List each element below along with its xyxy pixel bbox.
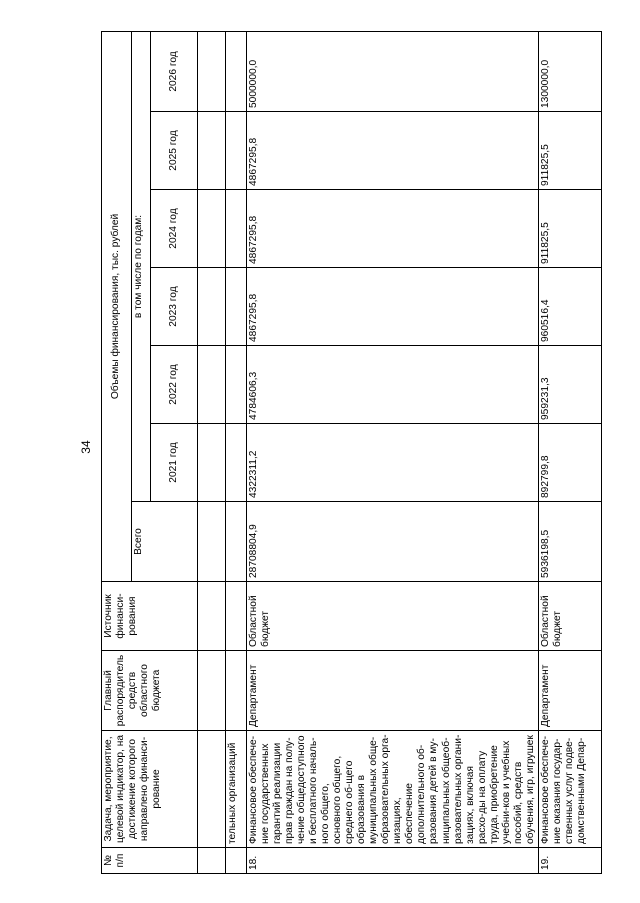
row-value-2023: 4867295,8 [247, 268, 539, 346]
rotated-table-container [101, 32, 610, 874]
row-value-2025: 911825,5 [538, 112, 601, 190]
row-num: 18. [247, 848, 539, 874]
row-source: Областной бюджет [538, 582, 601, 651]
header-task: Задача, мероприятие, целевой индикатор, на достижение которого направлено финанси-рование [102, 731, 198, 848]
row-task: Финансовое обеспече-ние оказания государ-ственных услуг подве-домственными Депар- [538, 731, 601, 848]
header-year-2024: 2024 год [151, 190, 198, 268]
header-year-2025: 2025 год [151, 112, 198, 190]
row-value-2026 [226, 31, 247, 111]
row-value-2025: 4867295,8 [247, 112, 539, 190]
row-value-2024: 4867295,8 [247, 190, 539, 268]
row-value-2023 [226, 268, 247, 346]
header-volume: Объемы финансирования, тыс. рублей [102, 31, 132, 581]
header-total: Всего [132, 502, 198, 582]
row-total: 28708804,9 [247, 502, 539, 582]
row-admin [226, 651, 247, 731]
row-value-2022 [226, 346, 247, 424]
row-value-2026: 5000000,0 [247, 31, 539, 111]
row-num: 19. [538, 848, 601, 874]
table-row [226, 31, 247, 873]
row-value-2024 [226, 190, 247, 268]
row-total: 5936198,5 [538, 502, 601, 582]
row-total [226, 502, 247, 582]
row-value-2025 [226, 112, 247, 190]
header-by-years: в том числе по годам: [132, 31, 151, 501]
row-value-2024: 911825,5 [538, 190, 601, 268]
table-row-blank [198, 31, 226, 873]
document-page [101, 0, 610, 903]
table-row [247, 31, 539, 873]
header-year-2021: 2021 год [151, 424, 198, 502]
financing-table [101, 31, 602, 874]
table-row [538, 31, 601, 873]
row-task: тельных организаций [226, 731, 247, 848]
header-admin: Главный распорядитель средств областного бюджета [102, 651, 198, 731]
row-value-2021 [226, 424, 247, 502]
header-num: № п/п [102, 848, 198, 874]
row-admin: Департамент [247, 651, 539, 731]
row-num [226, 848, 247, 874]
page-number: 34 [79, 440, 93, 454]
row-admin: Департамент [538, 651, 601, 731]
row-value-2022: 4784606,3 [247, 346, 539, 424]
row-source: Областной бюджет [247, 582, 539, 651]
row-value-2022: 959231,3 [538, 346, 601, 424]
row-source [226, 582, 247, 651]
row-value-2021: 892799,8 [538, 424, 601, 502]
header-source: Источник финанси-рования [102, 582, 198, 651]
header-row-1 [102, 31, 132, 873]
header-year-2022: 2022 год [151, 346, 198, 424]
row-value-2023: 960516,4 [538, 268, 601, 346]
row-value-2026: 1300000,0 [538, 31, 601, 111]
header-year-2026: 2026 год [151, 31, 198, 111]
header-year-2023: 2023 год [151, 268, 198, 346]
row-task: Финансовое обеспече-ние государственных гарантий реализации прав граждан на полу-чение общедоступного и бесплатного началь-ного общего, основного общего, среднего об-щего образования в муниципальных обще-образовательных орга-низациях, обеспечение дополнительного об-разования детей в му-ниципальных общеоб-разовательных органи-зациях, включая расхо-ды на оплату труда, приобретение учебни-ков и учебных пособий, средств обучения, игр, игрушек [247, 731, 539, 848]
row-value-2021: 4322311,2 [247, 424, 539, 502]
